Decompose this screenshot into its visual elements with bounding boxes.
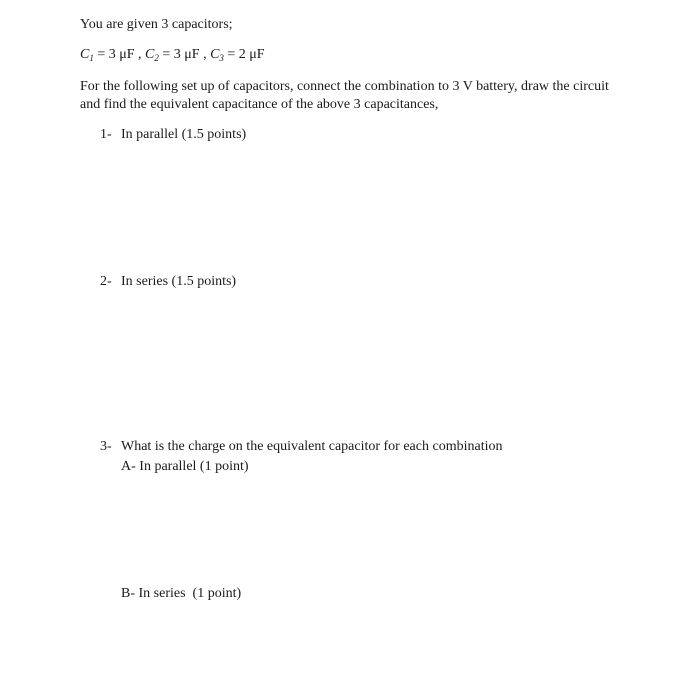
question-2 [100,273,236,291]
question-1 [100,126,246,144]
capacitor-values [80,46,265,67]
question-3 [100,438,502,456]
question-text: In series (1.5 points) [121,274,237,289]
subquestion-text: In parallel (1 point) [139,459,249,474]
question-text: What is the charge on the equivalent capacitor for each combination [121,439,503,454]
instruction-line-2: and find the equivalent capacitance of the above 3 capacitances, [80,97,439,112]
question-text: In parallel (1.5 points) [121,127,247,142]
subquestion-a [121,458,249,476]
subquestion-label: A- [121,459,136,474]
question-number: 2- [100,274,112,289]
instruction-line-1: For the following set up of capacitors, connect the combination to 3 V battery, draw the circuit [80,79,609,94]
capacitor-c1: $C_1 = 3$ μF , [80,47,146,63]
capacitor-c3: $C_3 = 2$ μF [210,47,265,63]
subquestion-text: In series (1 point) [138,586,242,601]
subquestion-b [121,585,241,603]
subquestion-label: B- [121,586,135,601]
question-number: 1- [100,127,112,142]
question-number: 3- [100,439,112,454]
intro-text: You are given 3 capacitors; [80,17,233,32]
capacitor-c2: $C_2 = 3$ μF , [145,47,211,63]
